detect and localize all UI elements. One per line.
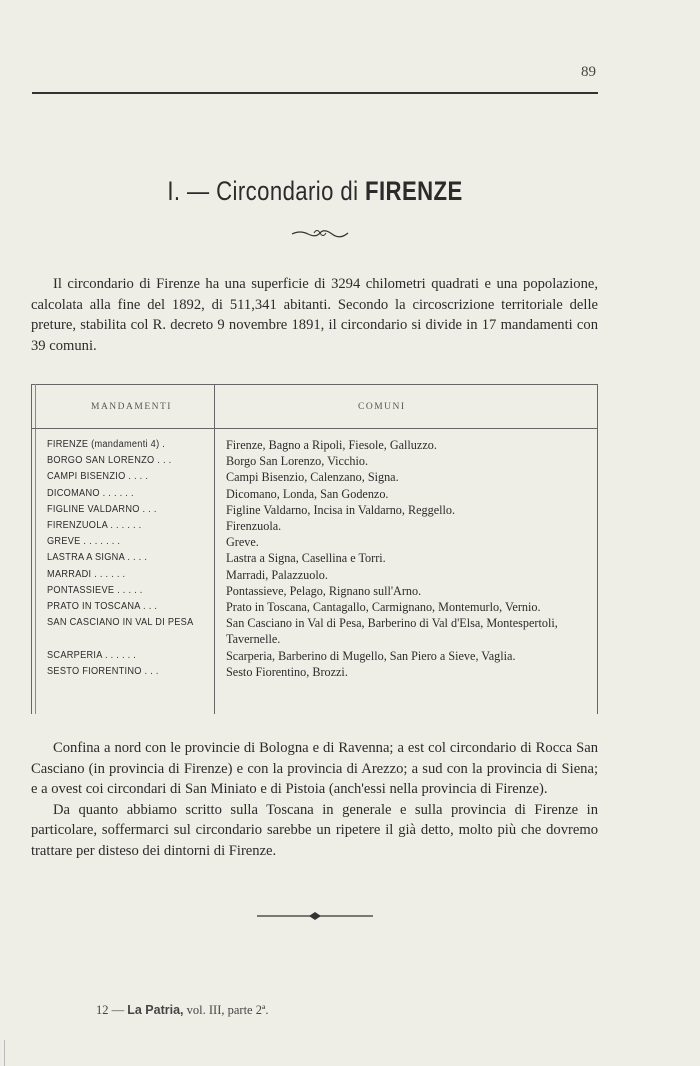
mandamento-cell: FIRENZUOLA . . . . . . — [47, 520, 142, 532]
mandamento-cell: LASTRA A SIGNA . . . . — [47, 552, 148, 564]
mandamento-cell: FIRENZE (mandamenti 4) . — [47, 439, 166, 450]
table-row — [31, 518, 598, 534]
table-row — [31, 550, 598, 566]
comuni-cell: Campi Bisenzio, Calenzano, Signa. — [226, 470, 399, 485]
footer-magazine: La Patria, — [127, 1003, 184, 1017]
page-number: 89 — [581, 64, 596, 80]
mandamento-cell: PRATO IN TOSCANA . . . — [47, 601, 158, 613]
comuni-cell: Dicomano, Londa, San Godenzo. — [226, 486, 389, 501]
table-body — [31, 437, 598, 680]
comuni-cell: Borgo San Lorenzo, Vicchio. — [226, 454, 368, 469]
closing-paragraph-1: Confina a nord con le provincie di Bologna e di Ravenna; a est col circondario di Rocca San Casciano (in provincia di Firenze) e con la provincia di Arezzo; a sud con la provincia di Siena; e a ovest coi circondari di San Miniato e di Pistoia (anch'essi nella provincia di Firenze). — [31, 740, 598, 797]
footer-volume: vol. III, parte 2ª. — [183, 1003, 269, 1017]
title-ornament — [290, 226, 350, 240]
mandamento-cell: GREVE . . . . . . . — [47, 536, 121, 548]
table-row — [31, 615, 598, 647]
comuni-cell: Figline Valdarno, Incisa in Valdarno, Reggello. — [226, 502, 456, 517]
table-row — [31, 534, 598, 550]
table-row — [31, 648, 598, 664]
comuni-cell: Greve. — [226, 535, 259, 550]
header-rule — [32, 92, 598, 94]
chapter-title-prefix: I. — Circondario di — [167, 176, 366, 206]
mandamento-cell: FIGLINE VALDARNO . . . — [47, 503, 157, 515]
comuni-cell: Firenze, Bagno a Ripoli, Fiesole, Galluzzo. — [226, 438, 437, 452]
page-edge — [4, 1040, 5, 1066]
table-row — [31, 664, 598, 680]
table-row — [31, 502, 598, 518]
comuni-cell: Scarperia, Barberino di Mugello, San Piero a Sieve, Vaglia. — [226, 648, 516, 663]
page-footer — [96, 1003, 269, 1018]
table-row — [31, 469, 598, 485]
intro-paragraph: Il circondario di Firenze ha una superficie di 3294 chilometri quadrati e una popolazione, calcolata alla fine del 1892, di 511,341 abitanti. Secondo la circoscrizione territoriale delle preture, stabilita col R. decreto 9 novembre 1891, il circondario si divide in 17 mandamenti con 39 comuni. — [31, 276, 598, 354]
comuni-cell: San Casciano in Val di Pesa, Barberino di Val d'Elsa, Montespertoli, Tavernelle. — [226, 616, 558, 647]
table-row — [31, 453, 598, 469]
mandamento-cell: MARRADI . . . . . . — [47, 568, 126, 580]
column-header-comuni: COMUNI — [358, 402, 406, 412]
end-ornament — [257, 910, 373, 922]
chapter-title — [57, 176, 574, 207]
table-row — [31, 599, 598, 615]
comuni-cell: Pontassieve, Pelago, Rignano sull'Arno. — [226, 583, 422, 598]
closing-paragraph-2: Da quanto abbiamo scritto sulla Toscana in generale e sulla provincia di Firenze in particolare, soffermarci sul circondario sarebbe un ripetere il già detto, molto più che dovremo trattare per disteso dei dintorni di Firenze. — [31, 801, 598, 859]
footer-signature: 12 — — [96, 1003, 128, 1017]
comuni-cell: Prato in Toscana, Cantagallo, Carmignano, Montemurlo, Vernio. — [226, 600, 541, 615]
mandamento-cell: SESTO FIORENTINO . . . — [47, 665, 159, 677]
chapter-title-city: FIRENZE — [365, 176, 463, 206]
mandamento-cell: DICOMANO . . . . . . — [47, 487, 134, 499]
table-row — [31, 437, 598, 453]
closing-text — [31, 738, 598, 861]
comuni-cell: Lastra a Signa, Casellina e Torri. — [226, 551, 386, 566]
mandamento-cell: BORGO SAN LORENZO . . . — [47, 455, 172, 467]
mandamento-cell: CAMPI BISENZIO . . . . — [47, 471, 149, 483]
mandamento-cell: PONTASSIEVE . . . . . — [47, 584, 143, 596]
mandamento-cell: SCARPERIA . . . . . . — [47, 649, 137, 661]
comuni-cell: Sesto Fiorentino, Brozzi. — [226, 664, 348, 679]
mandamento-cell: SAN CASCIANO IN VAL DI PESA — [47, 617, 194, 629]
comuni-cell: Marradi, Palazzuolo. — [226, 567, 328, 582]
mandamenti-table — [31, 384, 598, 714]
table-row — [31, 583, 598, 599]
column-header-mandamenti: MANDAMENTI — [91, 402, 172, 412]
comuni-cell: Firenzuola. — [226, 519, 282, 534]
table-row — [31, 567, 598, 583]
table-row — [31, 486, 598, 502]
